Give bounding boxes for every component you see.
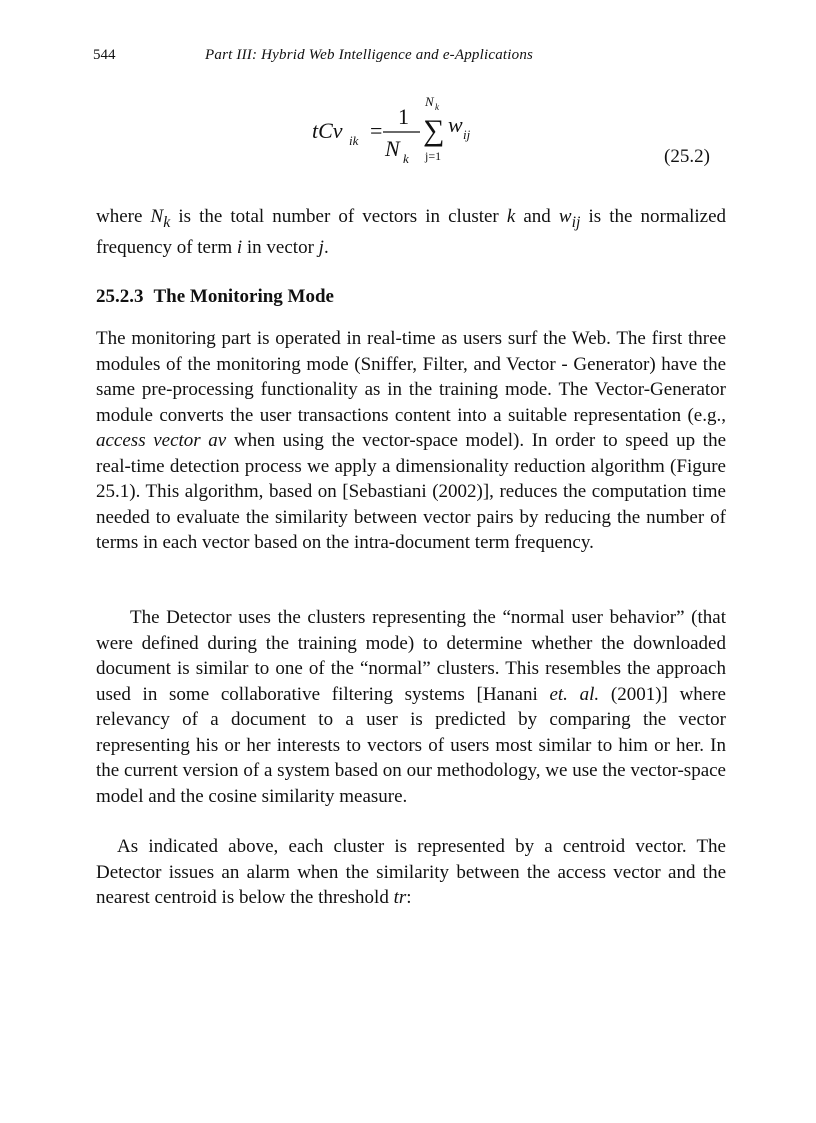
p2-text-2: (2001)] where relevancy of a document to a user is predicted by comparing the vector representing his or her interests to vectors of users most similar to him or her. In the current version of a system based on our methodology, we use the vector-space model and the cosine similarity measure. xyxy=(96,683,726,807)
p3-text-1: As indicated above, each cluster is represented by a centroid vector. The Detector issues an alarm when the similarity between the access vector and the nearest centroid is below the threshold xyxy=(96,836,726,908)
where-w-base: w xyxy=(558,206,572,227)
eq-numerator: 1 xyxy=(398,104,409,129)
p1-text-2: when using the vector-space model). In order to speed up the real-time detection process we apply a dimensionality reduction algorithm (Figure 25.1). This algorithm, based on [Sebastiani (2002)], reduces the computation time needed to evaluate the similarity between vector pairs by reducing the number of terms in each vector based on the intra-document term frequency. xyxy=(96,430,726,553)
eq-term-sub: ij xyxy=(463,127,471,142)
p1-text-1: The monitoring part is operated in real-time as users surf the Web. The first three modules of the monitoring mode (Sniffer, Filter, and Vector - Generator) have the same pre-processing functionality as in the training mode. The Vector-Generator module converts the user transactions content into a suitable representation (e.g., xyxy=(96,328,726,426)
section-number: 25.2.3 xyxy=(96,286,144,307)
where-text-3: and xyxy=(515,206,559,227)
eq-sum-upper-base: N xyxy=(425,94,434,109)
eq-denom-sub: k xyxy=(403,151,409,166)
eq-lhs-sub: ik xyxy=(349,133,359,148)
where-j: j xyxy=(318,237,324,259)
where-i: i xyxy=(236,237,243,259)
equation-25-2 xyxy=(0,0,816,180)
running-title: Part III: Hybrid Web Intelligence and e-Applications xyxy=(205,47,534,63)
where-wij xyxy=(558,206,581,231)
paragraph-detector xyxy=(96,605,726,809)
where-text-2: is the total number of vectors in cluster xyxy=(170,206,507,227)
p3-emphasis: tr xyxy=(393,887,407,908)
where-text-4: is the normalized frequency of term xyxy=(96,206,727,259)
paragraph-centroid xyxy=(96,834,726,911)
section-heading xyxy=(96,286,334,308)
sum-icon: ∑ xyxy=(423,114,445,147)
eq-lhs-base: tCv xyxy=(312,118,343,143)
section-title: The Monitoring Mode xyxy=(153,286,334,307)
where-k: k xyxy=(506,206,516,227)
p3-text-2: : xyxy=(406,887,412,908)
where-nk-sub: k xyxy=(163,213,171,231)
equation-explanation xyxy=(96,204,726,261)
eq-sum-upper-sub: k xyxy=(435,102,439,112)
p2-emphasis: et. al. xyxy=(549,683,600,705)
eq-denom-base: N xyxy=(385,136,400,161)
eq-equals: = xyxy=(370,118,383,143)
where-text-5: in vector xyxy=(242,237,319,259)
equation-number: (25.2) xyxy=(664,146,710,167)
eq-sum-lower: j=1 xyxy=(425,149,442,163)
where-text-1: where xyxy=(96,206,151,227)
where-text-6: . xyxy=(323,237,329,259)
where-w-sub: ij xyxy=(571,213,581,231)
p1-emphasis: access vector av xyxy=(96,430,227,451)
page-number: 544 xyxy=(93,47,116,63)
paragraph-monitoring xyxy=(96,326,726,556)
where-nk-base: N xyxy=(150,206,164,227)
where-nk xyxy=(150,206,171,231)
p2-text-1: The Detector uses the clusters representing the “normal user behavior” (that were defined during the training mode) to determine whether the downloaded document is similar to one of the “normal” clusters. This resembles the approach used in some collaborative filtering systems [Hanani xyxy=(96,607,726,705)
eq-term-base: w xyxy=(448,112,463,137)
